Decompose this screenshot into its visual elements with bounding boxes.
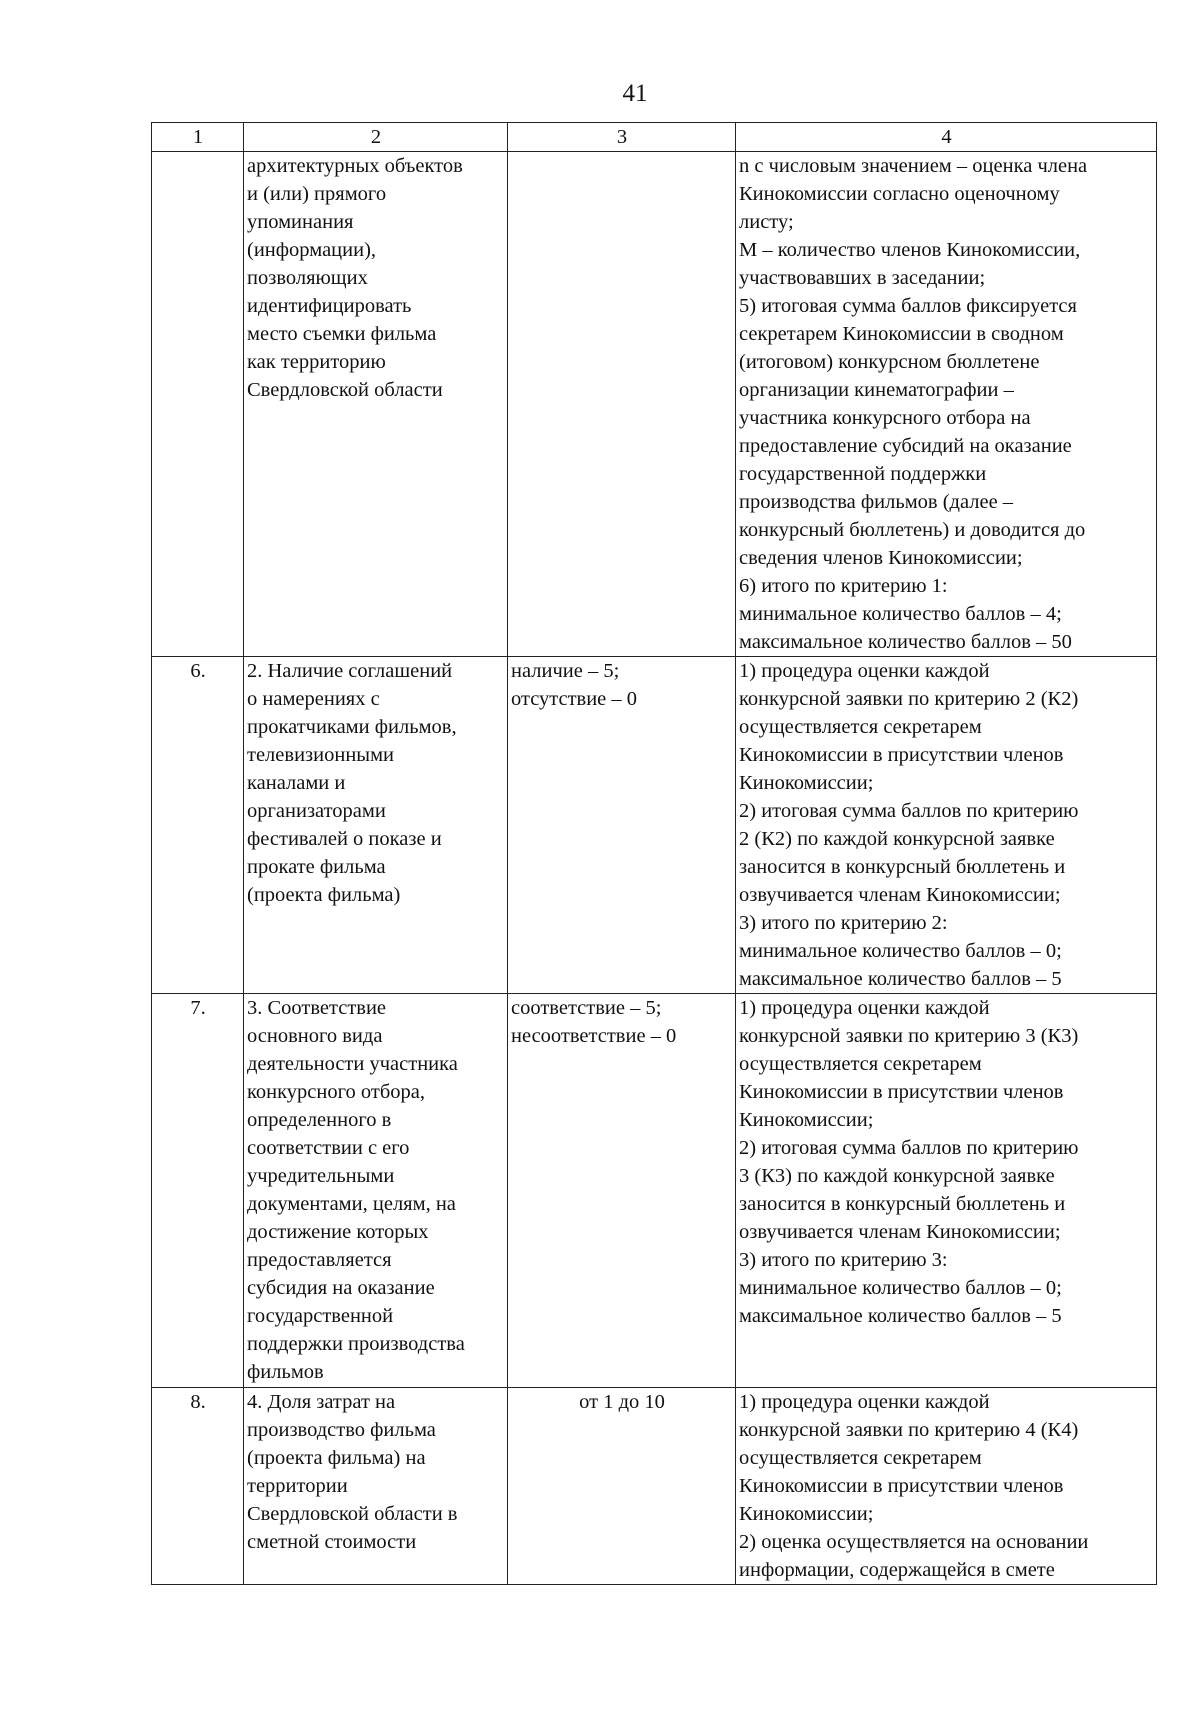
column-header-2: 2: [244, 123, 508, 152]
row-number: 7.: [152, 994, 244, 1388]
criterion-cell: 4. Доля затрат на производство фильма (проекта фильма) на территории Свердловской области в сметной стоимости: [244, 1388, 508, 1585]
criterion-cell: 3. Соответствие основного вида деятельности участника конкурсного отбора, определенного в соответствии с его учредительными документами, целям, на достижение которых предоставляется субсидия на оказание государственной поддержки производства фильмов: [244, 994, 508, 1388]
row-number: 6.: [152, 657, 244, 994]
procedure-cell: 1) процедура оценки каждой конкурсной заявки по критерию 4 (К4) осуществляется секретарем Кинокомиссии в присутствии членов Кинокомиссии; 2) оценка осуществляется на основании информации, содержащейся в смете: [736, 1388, 1157, 1585]
table-row: [152, 994, 1157, 1388]
header-row: [152, 123, 1157, 152]
criterion-cell: 2. Наличие соглашений о намерениях с прокатчиками фильмов, телевизионными каналами и организаторами фестивалей о показе и прокате фильма (проекта фильма): [244, 657, 508, 994]
scores-cell: соответствие – 5; несоответствие – 0: [508, 994, 736, 1388]
row-number: [152, 152, 244, 657]
scores-cell: наличие – 5; отсутствие – 0: [508, 657, 736, 994]
table-row: [152, 1388, 1157, 1585]
criteria-table: [151, 122, 1157, 1585]
procedure-cell: n с числовым значением – оценка члена Кинокомиссии согласно оценочному листу; M – количество членов Кинокомиссии, участвовавших в заседании; 5) итоговая сумма баллов фиксируется секретарем Кинокомиссии в сводном (итоговом) конкурсном бюллетене организации кинематографии – участника конкурсного отбора на предоставление субсидий на оказание государственной поддержки производства фильмов (далее – конкурсный бюллетень) и доводится до сведения членов Кинокомиссии; 6) итого по критерию 1: минимальное количество баллов – 4; максимальное количество баллов – 50: [736, 152, 1157, 657]
scores-cell: от 1 до 10: [508, 1388, 736, 1585]
table-row: [152, 657, 1157, 994]
column-header-1: 1: [152, 123, 244, 152]
scores-cell: [508, 152, 736, 657]
table-row: [152, 152, 1157, 657]
column-header-4: 4: [736, 123, 1157, 152]
column-header-3: 3: [508, 123, 736, 152]
row-number: 8.: [152, 1388, 244, 1585]
procedure-cell: 1) процедура оценки каждой конкурсной заявки по критерию 3 (К3) осуществляется секретарем Кинокомиссии в присутствии членов Кинокомиссии; 2) итоговая сумма баллов по критерию 3 (К3) по каждой конкурсной заявке заносится в конкурсный бюллетень и озвучивается членам Кинокомиссии; 3) итого по критерию 3: минимальное количество баллов – 0; максимальное количество баллов – 5: [736, 994, 1157, 1388]
page-number: 41: [622, 80, 648, 107]
procedure-cell: 1) процедура оценки каждой конкурсной заявки по критерию 2 (К2) осуществляется секретарем Кинокомиссии в присутствии членов Кинокомиссии; 2) итоговая сумма баллов по критерию 2 (К2) по каждой конкурсной заявке заносится в конкурсный бюллетень и озвучивается членам Кинокомиссии; 3) итого по критерию 2: минимальное количество баллов – 0; максимальное количество баллов – 5: [736, 657, 1157, 994]
criterion-cell: архитектурных объектов и (или) прямого упоминания (информации), позволяющих идентифицировать место съемки фильма как территорию Свердловской области: [244, 152, 508, 657]
